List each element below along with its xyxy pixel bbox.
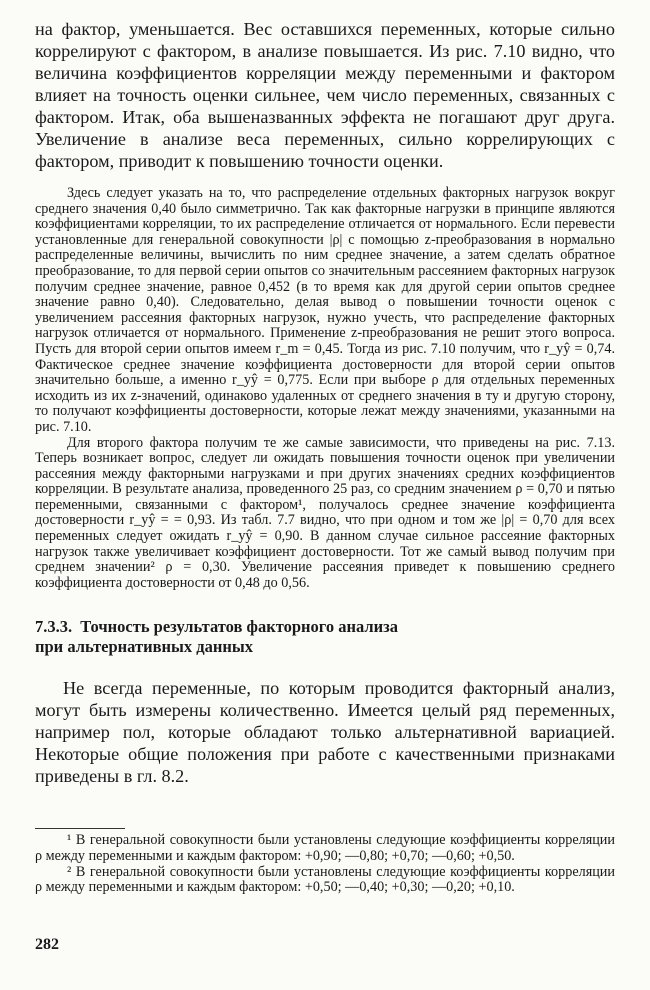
- footnote-divider: [35, 828, 125, 829]
- small-paragraph-1: Здесь следует указать на то, что распределение отдельных факторных нагрузок вокруг среднего значения 0,40 было симметрично. Так как факторные нагрузки в принципе являются коэффициентами корреляции, то их распределение отличается от нормального. Если перевести установленные для генеральной совокупности |ρ| с помощью z-преобразования в нормально распределенные величины, вычислить по ним среднее значение, а затем сделать обратное преобразование, то для первой серии опытов со значительным рассеянием факторных нагрузок получим среднее значение, равное 0,452 (в то время как для другой серии опытов среднее значение равно 0,40). Следовательно, делая вывод о повышении точности оценок с увеличением рассеяния факторных нагрузок, нужно учесть, что распределение факторных нагрузок отличается от нормального. Применение z-преобразования не решит этого вопроса. Пусть для второй серии опытов имеем r_m = 0,45. Тогда из рис. 7.10 получим, что r_yŷ = 0,74. Фактическое среднее значение коэффициента достоверности для второй серии опытов значительно больше, а именно r_yŷ = 0,775. Если при выборе ρ для отдельных переменных исходить из их z-значений, одинаково удаленных от среднего значения в ту и другую сторону, то получают коэффициенты достоверности, которые лежат между значениями, указанными на рис. 7.10.: [35, 185, 615, 435]
- page-body: [35, 18, 615, 787]
- footnote-2: ² В генеральной совокупности были установлены следующие коэффициенты корреляции ρ между переменными и каждым фактором: +0,50; —0,40; +0,30; —0,20; +0,10.: [35, 863, 615, 896]
- section-title-line1: Точность результатов факторного анализа: [80, 617, 399, 637]
- top-paragraph: на фактор, уменьшается. Вес оставшихся переменных, которые сильно коррелируют с фактором, в анализе повышается. Из рис. 7.10 видно, что величина коэффициентов корреляции между переменными и фактором влияет на точность оценки сильнее, чем число переменных, связанных с фактором. Итак, оба вышеназванных эффекта не погашают друг друга. Увеличение в анализе веса переменных, сильно коррелирующих с фактором, приводит к повышению точности оценки.: [35, 19, 615, 171]
- footnotes: [35, 828, 615, 896]
- section-heading: [35, 617, 615, 657]
- footnote-1: ¹ В генеральной совокупности были установлены следующие коэффициенты корреляции ρ между переменными и каждым фактором: +0,90; —0,80; +0,70; —0,60; +0,50.: [35, 832, 615, 864]
- page-number: 282: [35, 936, 59, 953]
- bottom-paragraph: Не всегда переменные, по которым проводится факторный анализ, могут быть измерены количественно. Имеется целый ряд переменных, например пол, которые обладают только альтернативной вариацией. Некоторые общие положения при работе с качественными признаками приведены в гл. 8.2.: [35, 678, 615, 787]
- section-number: 7.3.3.: [35, 617, 73, 637]
- small-paragraph-2: Для второго фактора получим те же самые зависимости, что приведены на рис. 7.13. Теперь возникает вопрос, следует ли ожидать повышения точности оценок при увеличении рассеяния между факторными нагрузками и при других значениях средних коэффициентов корреляции. В результате анализа, проведенного 25 раз, со средним значением ρ = 0,70 и пятью переменными, связанными с фактором¹, получалось среднее значение коэффициента достоверности r_yŷ = = 0,93. Из табл. 7.7 видно, что при одном и том же |ρ| = 0,70 для всех переменных следует ожидать r_yŷ = 0,90. В данном случае сильное рассеяние факторных нагрузок также увеличивает коэффициент достоверности. Тот же самый вывод получим при среднем значении² ρ = 0,30. Увеличение рассеяния приведет к повышению среднего коэффициента достоверности от 0,48 до 0,56.: [35, 434, 615, 591]
- section-title-line2: при альтернативных данных: [35, 637, 254, 657]
